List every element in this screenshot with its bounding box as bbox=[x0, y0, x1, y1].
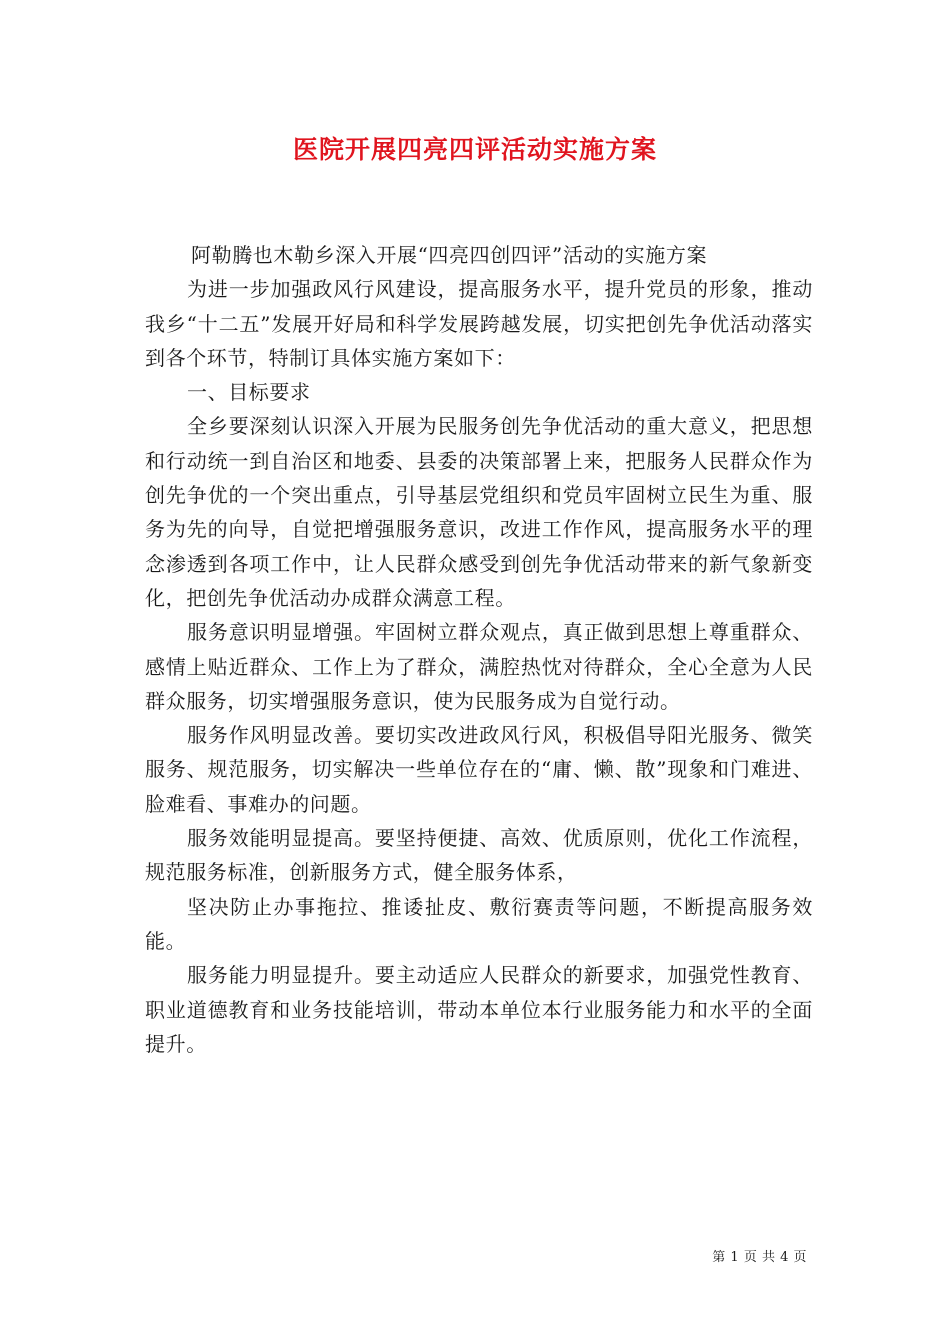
paragraph-subtitle: 阿勒腾也木勒乡深入开展“四亮四创四评”活动的实施方案 bbox=[191, 243, 708, 267]
document-body bbox=[145, 238, 813, 1061]
page-number-footer: 第 1 页 共 4 页 bbox=[712, 1250, 807, 1265]
paragraph-service-efficiency-cont: 坚决防止办事拖拉、推诿扯皮、敷衍赛责等问题，不断提高服务效能。 bbox=[145, 894, 813, 953]
paragraph-service-capability: 服务能力明显提升。要主动适应人民群众的新要求，加强党性教育、职业道德教育和业务技能培训，带动本单位本行业服务能力和水平的全面提升。 bbox=[145, 963, 813, 1056]
paragraph-service-efficiency: 服务效能明显提高。要坚持便捷、高效、优质原则，优化工作流程，规范服务标准，创新服务方式，健全服务体系， bbox=[145, 826, 813, 885]
paragraph-goals: 全乡要深刻认识深入开展为民服务创先争优活动的重大意义，把思想和行动统一到自治区和地委、县委的决策部署上来，把服务人民群众作为创先争优的一个突出重点，引导基层党组织和党员牢固树立民生为重、服务为先的向导，自觉把增强服务意识，改进工作作风，提高服务水平的理念渗透到各项工作中，让人民群众感受到创先争优活动带来的新气象新变化，把创先争优活动办成群众满意工程。 bbox=[145, 414, 813, 610]
section-heading-goals: 一、目标要求 bbox=[187, 380, 311, 405]
paragraph-service-style: 服务作风明显改善。要切实改进政风行风，积极倡导阳光服务、微笑服务、规范服务，切实解决一些单位存在的“庸、懒、散”现象和门难进、脸难看、事难办的问题。 bbox=[145, 723, 813, 816]
paragraph-intro: 为进一步加强政风行风建设，提高服务水平，提升党员的形象，推动我乡“十二五”发展开好局和科学发展跨越发展，切实把创先争优活动落实到各个环节，特制订具体实施方案如下： bbox=[145, 277, 813, 370]
paragraph-service-awareness: 服务意识明显增强。牢固树立群众观点，真正做到思想上尊重群众、感情上贴近群众、工作上为了群众，满腔热忱对待群众，全心全意为人民群众服务，切实增强服务意识，使为民服务成为自觉行动。 bbox=[145, 620, 813, 713]
document-title: 医院开展四亮四评活动实施方案 bbox=[292, 135, 657, 164]
